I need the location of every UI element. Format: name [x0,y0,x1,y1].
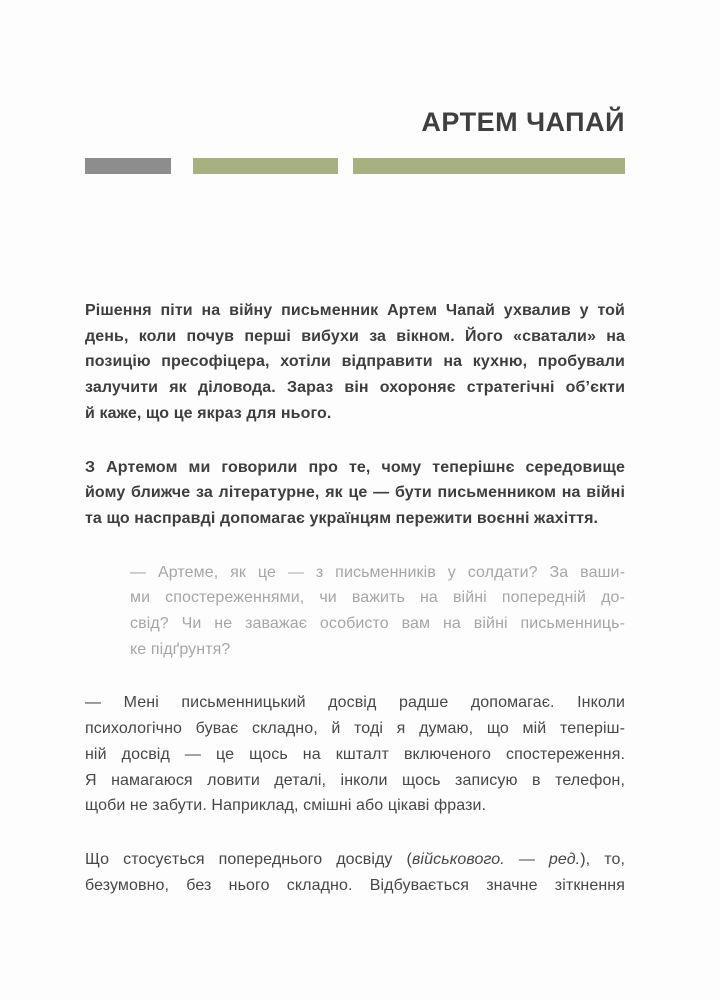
text-line: — Мені письменницький досвід радше допомагає. Інколи [85,694,625,712]
divider-bar-gray [85,158,171,174]
text-line: та що насправді допомагає українцям пережити воєнні жахіття. [85,509,599,527]
text-line: свід? Чи не заважає особисто вам на війні письменниць- [130,615,625,633]
text-line: день, коли почув перші вибухи за вікном. Його «сватали» на [85,327,625,345]
text-line: Я намагаюся ловити деталі, інколи щось записую в телефон, [85,771,625,789]
divider-bar-olive-2 [353,158,625,174]
interviewee-answer-2 [85,847,625,898]
text-line: позицію пресофіцера, хотіли відправити на кухню, пробували [85,353,625,371]
text-line: психологічно буває складно, й тоді я думаю, що мій теперіш- [85,720,625,738]
answer2-line1-prefix: Що стосується попереднього досвіду ( [85,850,412,868]
text-line: й каже, що це якраз для нього. [85,404,332,422]
text-line: щоби не забути. Наприклад, смішні або цікаві фрази. [85,797,487,815]
interviewee-answer-1 [85,690,625,819]
text-line: Рішення піти на війну письменник Артем Чапай ухвалив у той [85,302,625,319]
text-line: ми спостереженнями, чи важить на війні попередній до- [130,589,625,607]
text-line: ке підґрунтя? [130,640,231,658]
text-line: залучити як діловода. Зараз він охороняє стратегічні об’єкти [85,379,625,397]
text-line: безумовно, без нього складно. Відбувається значне зіткнення [85,876,625,894]
text-line: З Артемом ми говорили про те, чому теперішнє середовище [85,458,625,476]
italic-editor-note: військового. — ред. [411,850,581,868]
intro-paragraph-2 [85,455,625,532]
interviewer-question [85,560,625,663]
article-body [85,298,625,898]
text-line: — Артеме, як це — з письменників у солдати? За ваши- [130,563,625,581]
page-title: АРТЕМ ЧАПАЙ [421,107,625,137]
text-line: ній досвід — це щось на кшталт включеного спостереження. [85,745,625,763]
answer2-line1-suffix: ), то, [580,850,626,868]
intro-paragraph-1 [85,298,625,427]
divider-bar-olive-1 [193,158,338,174]
text-line [85,847,625,873]
text-line: йому ближче за літературне, як це — бути письменником на війні [85,484,625,502]
